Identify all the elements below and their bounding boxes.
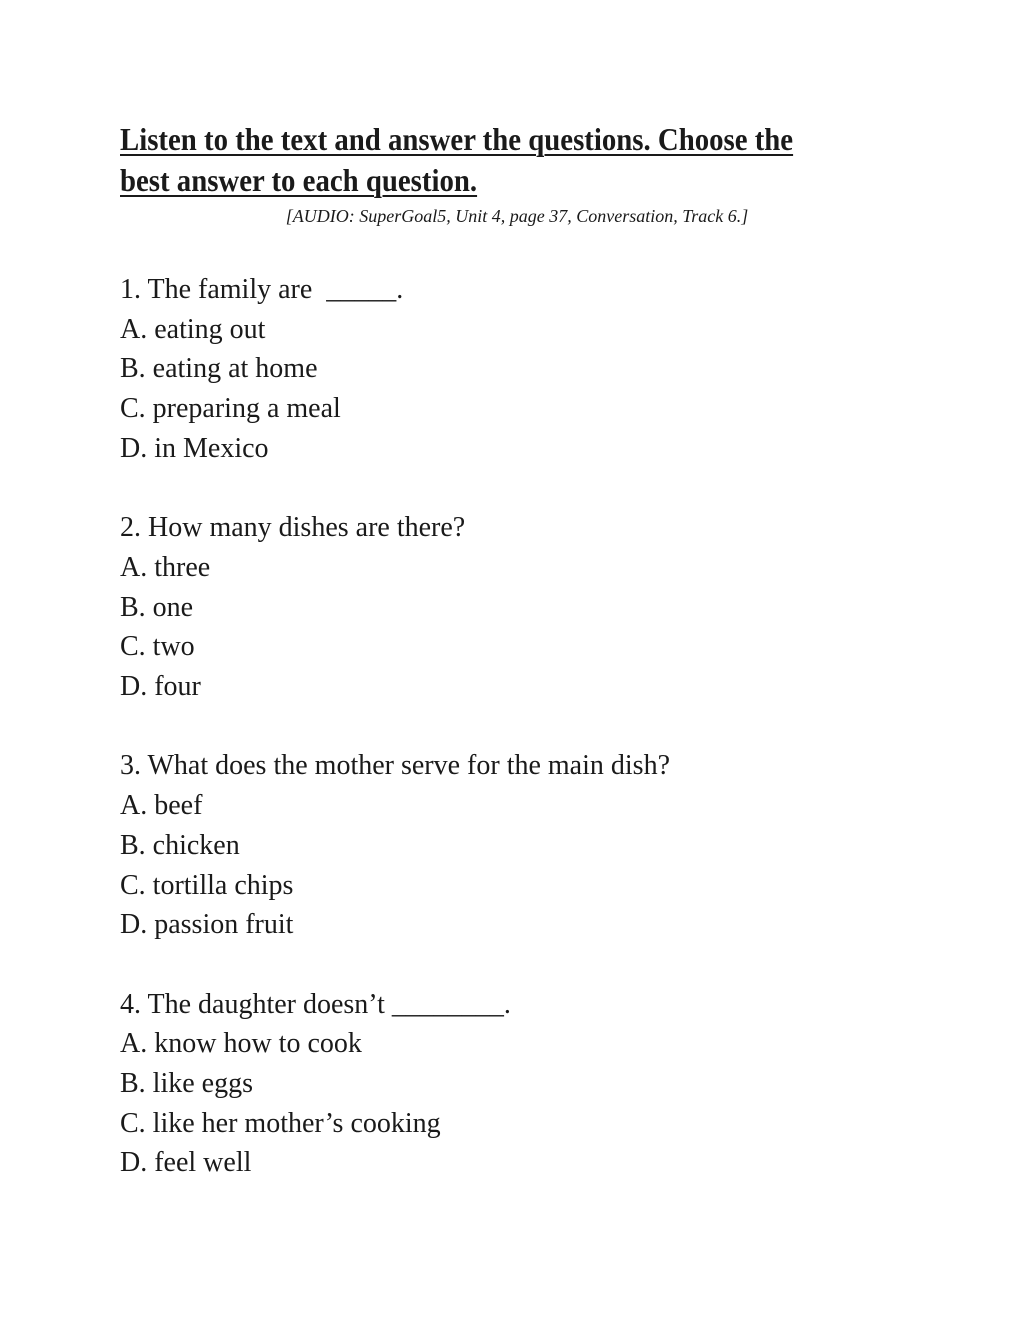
option-c: C. tortilla chips [120,869,294,901]
option-d: D. four [120,671,201,703]
audio-reference: [AUDIO: SuperGoal5, Unit 4, page 37, Conversation, Track 6.] [285,206,749,226]
option-c: C. two [120,631,195,663]
option-a: A. three [120,551,211,583]
option-b: B. eating at home [120,353,318,385]
option-a: A. know how to cook [120,1028,362,1060]
option-c: C. like her mother’s cooking [120,1107,441,1139]
question-3 [120,746,670,945]
heading-line-2: best answer to each question. [120,162,478,198]
option-b: B. one [120,591,194,623]
question-list [120,270,670,1223]
option-c: C. preparing a meal [120,393,341,425]
option-d: D. feel well [120,1147,252,1179]
question-prompt: 1. The family are _____. [120,274,404,305]
question-prompt: 2. How many dishes are there? [120,512,466,544]
question-prompt: 4. The daughter doesn’t ________. [120,988,511,1020]
question-4 [120,985,670,1184]
option-d: D. in Mexico [120,432,269,464]
option-b: B. like eggs [120,1068,253,1100]
option-a: A. eating out [120,313,266,345]
question-prompt: 3. What does the mother serve for the main dish? [120,750,670,782]
option-a: A. beef [120,790,203,822]
instructions-heading [120,119,858,201]
question-2 [120,508,670,707]
heading-line-1: Listen to the text and answer the questions. Choose the [120,121,794,157]
question-1 [120,270,670,469]
option-b: B. chicken [120,829,240,861]
option-d: D. passion fruit [120,909,294,941]
